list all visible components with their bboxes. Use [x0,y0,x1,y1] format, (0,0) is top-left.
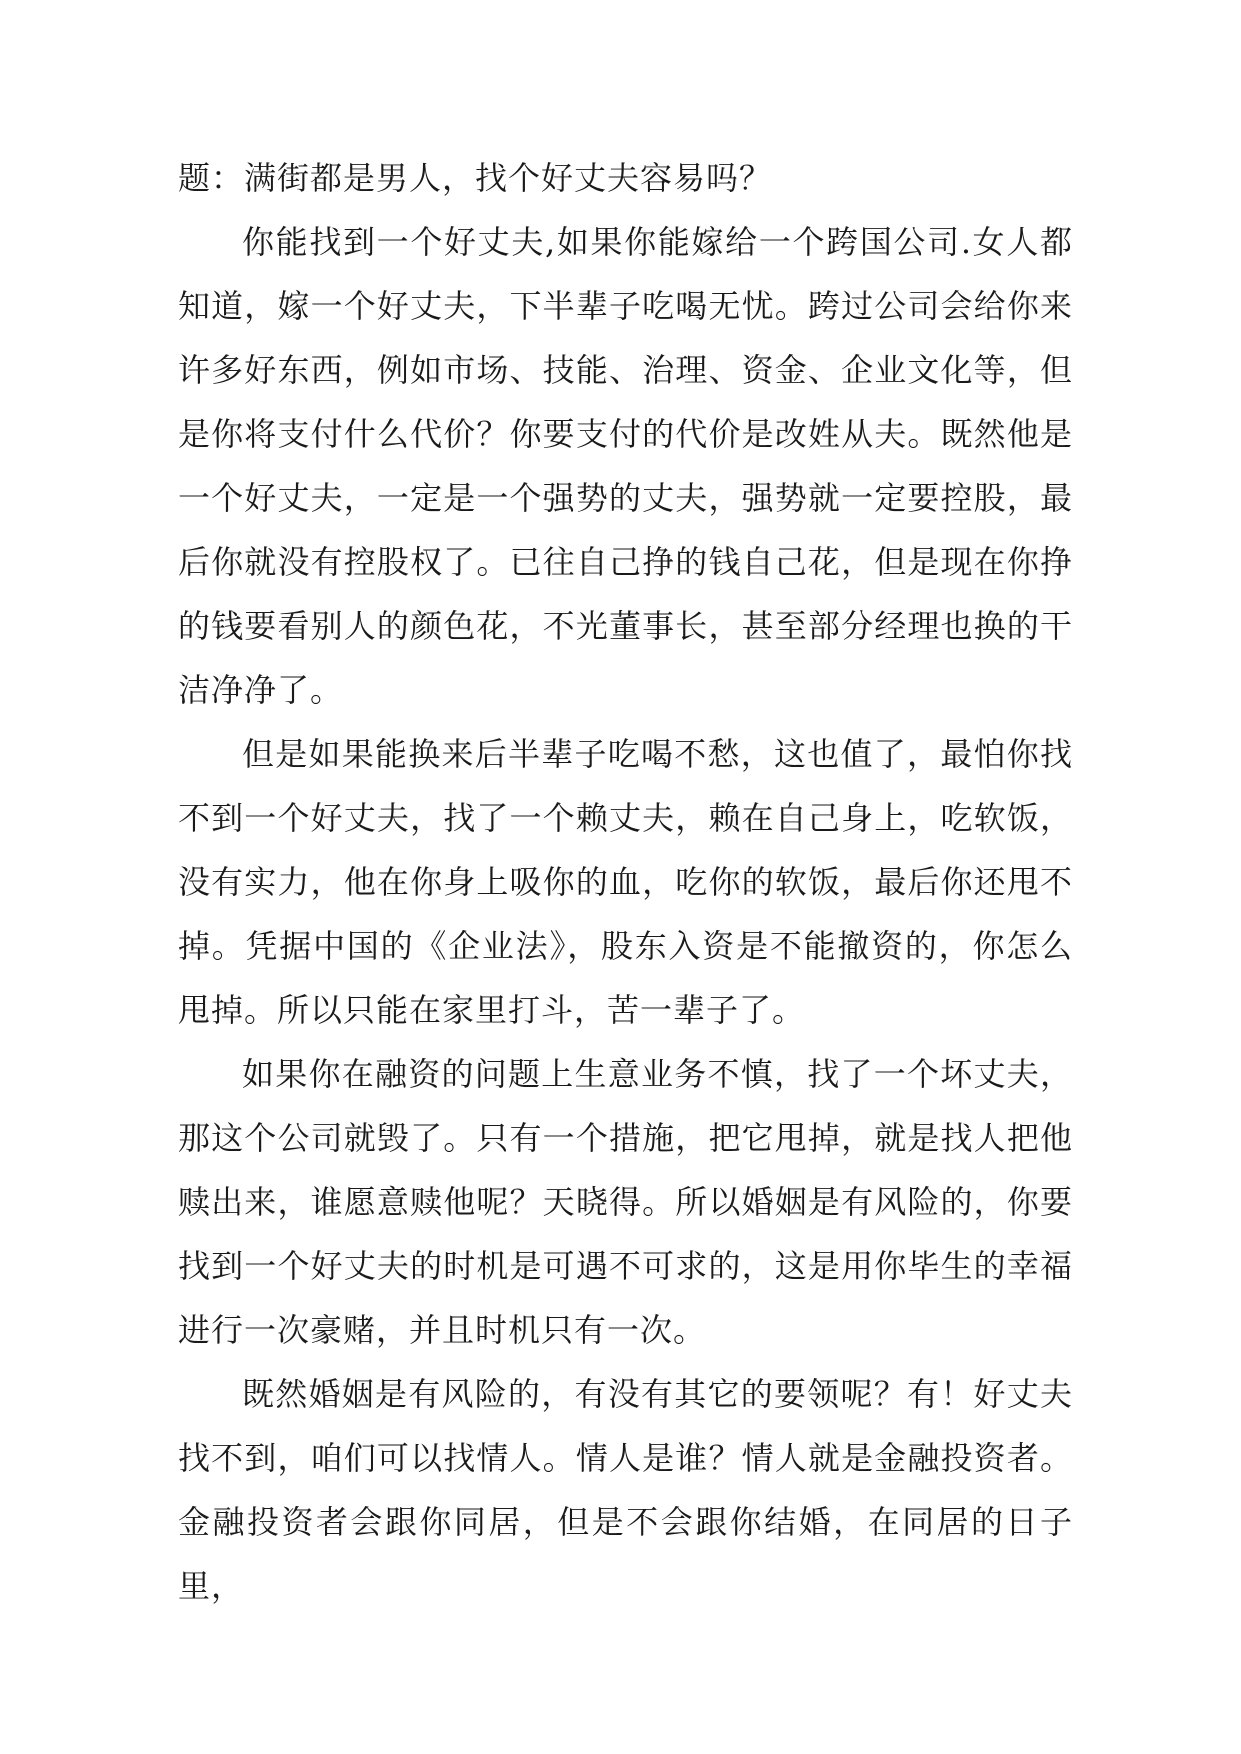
paragraph-1: 你能找到一个好丈夫,如果你能嫁给一个跨国公司.女人都知道，嫁一个好丈夫，下半辈子吃喝无忧。跨过公司会给你来许多好东西，例如市场、技能、治理、资金、企业文化等，但是你将支付什么代价？你要支付的代价是改姓从夫。既然他是一个好丈夫，一定是一个强势的丈夫，强势就一定要控股，最后你就没有控股权了。已往自己挣的钱自己花，但是现在你挣的钱要看别人的颜色花，不光董事长，甚至部分经理也换的干洁净净了。 [178,223,1073,709]
paragraph-2: 但是如果能换来后半辈子吃喝不愁，这也值了，最怕你找不到一个好丈夫，找了一个赖丈夫，赖在自己身上，吃软饭，没有实力，他在你身上吸你的血，吃你的软饭，最后你还甩不掉。凭据中国的《企业法》，股东入资是不能撤资的，你怎么甩掉。所以只能在家里打斗，苦一辈子了。 [178,735,1073,1029]
paragraph-4: 既然婚姻是有风险的，有没有其它的要领呢？有！好丈夫找不到，咱们可以找情人。情人是谁？情人就是金融投资者。金融投资者会跟你同居，但是不会跟你结婚，在同居的日子里， [178,1375,1073,1605]
paragraph-3: 如果你在融资的问题上生意业务不慎，找了一个坏丈夫，那这个公司就毁了。只有一个措施，把它甩掉，就是找人把他赎出来，谁愿意赎他呢？天晓得。所以婚姻是有风险的，你要找到一个好丈夫的时机是可遇不可求的，这是用你毕生的幸福进行一次豪赌，并且时机只有一次。 [178,1055,1073,1349]
document-body [178,146,1073,1618]
document-title: 题：满街都是男人，找个好丈夫容易吗？ [178,159,773,197]
